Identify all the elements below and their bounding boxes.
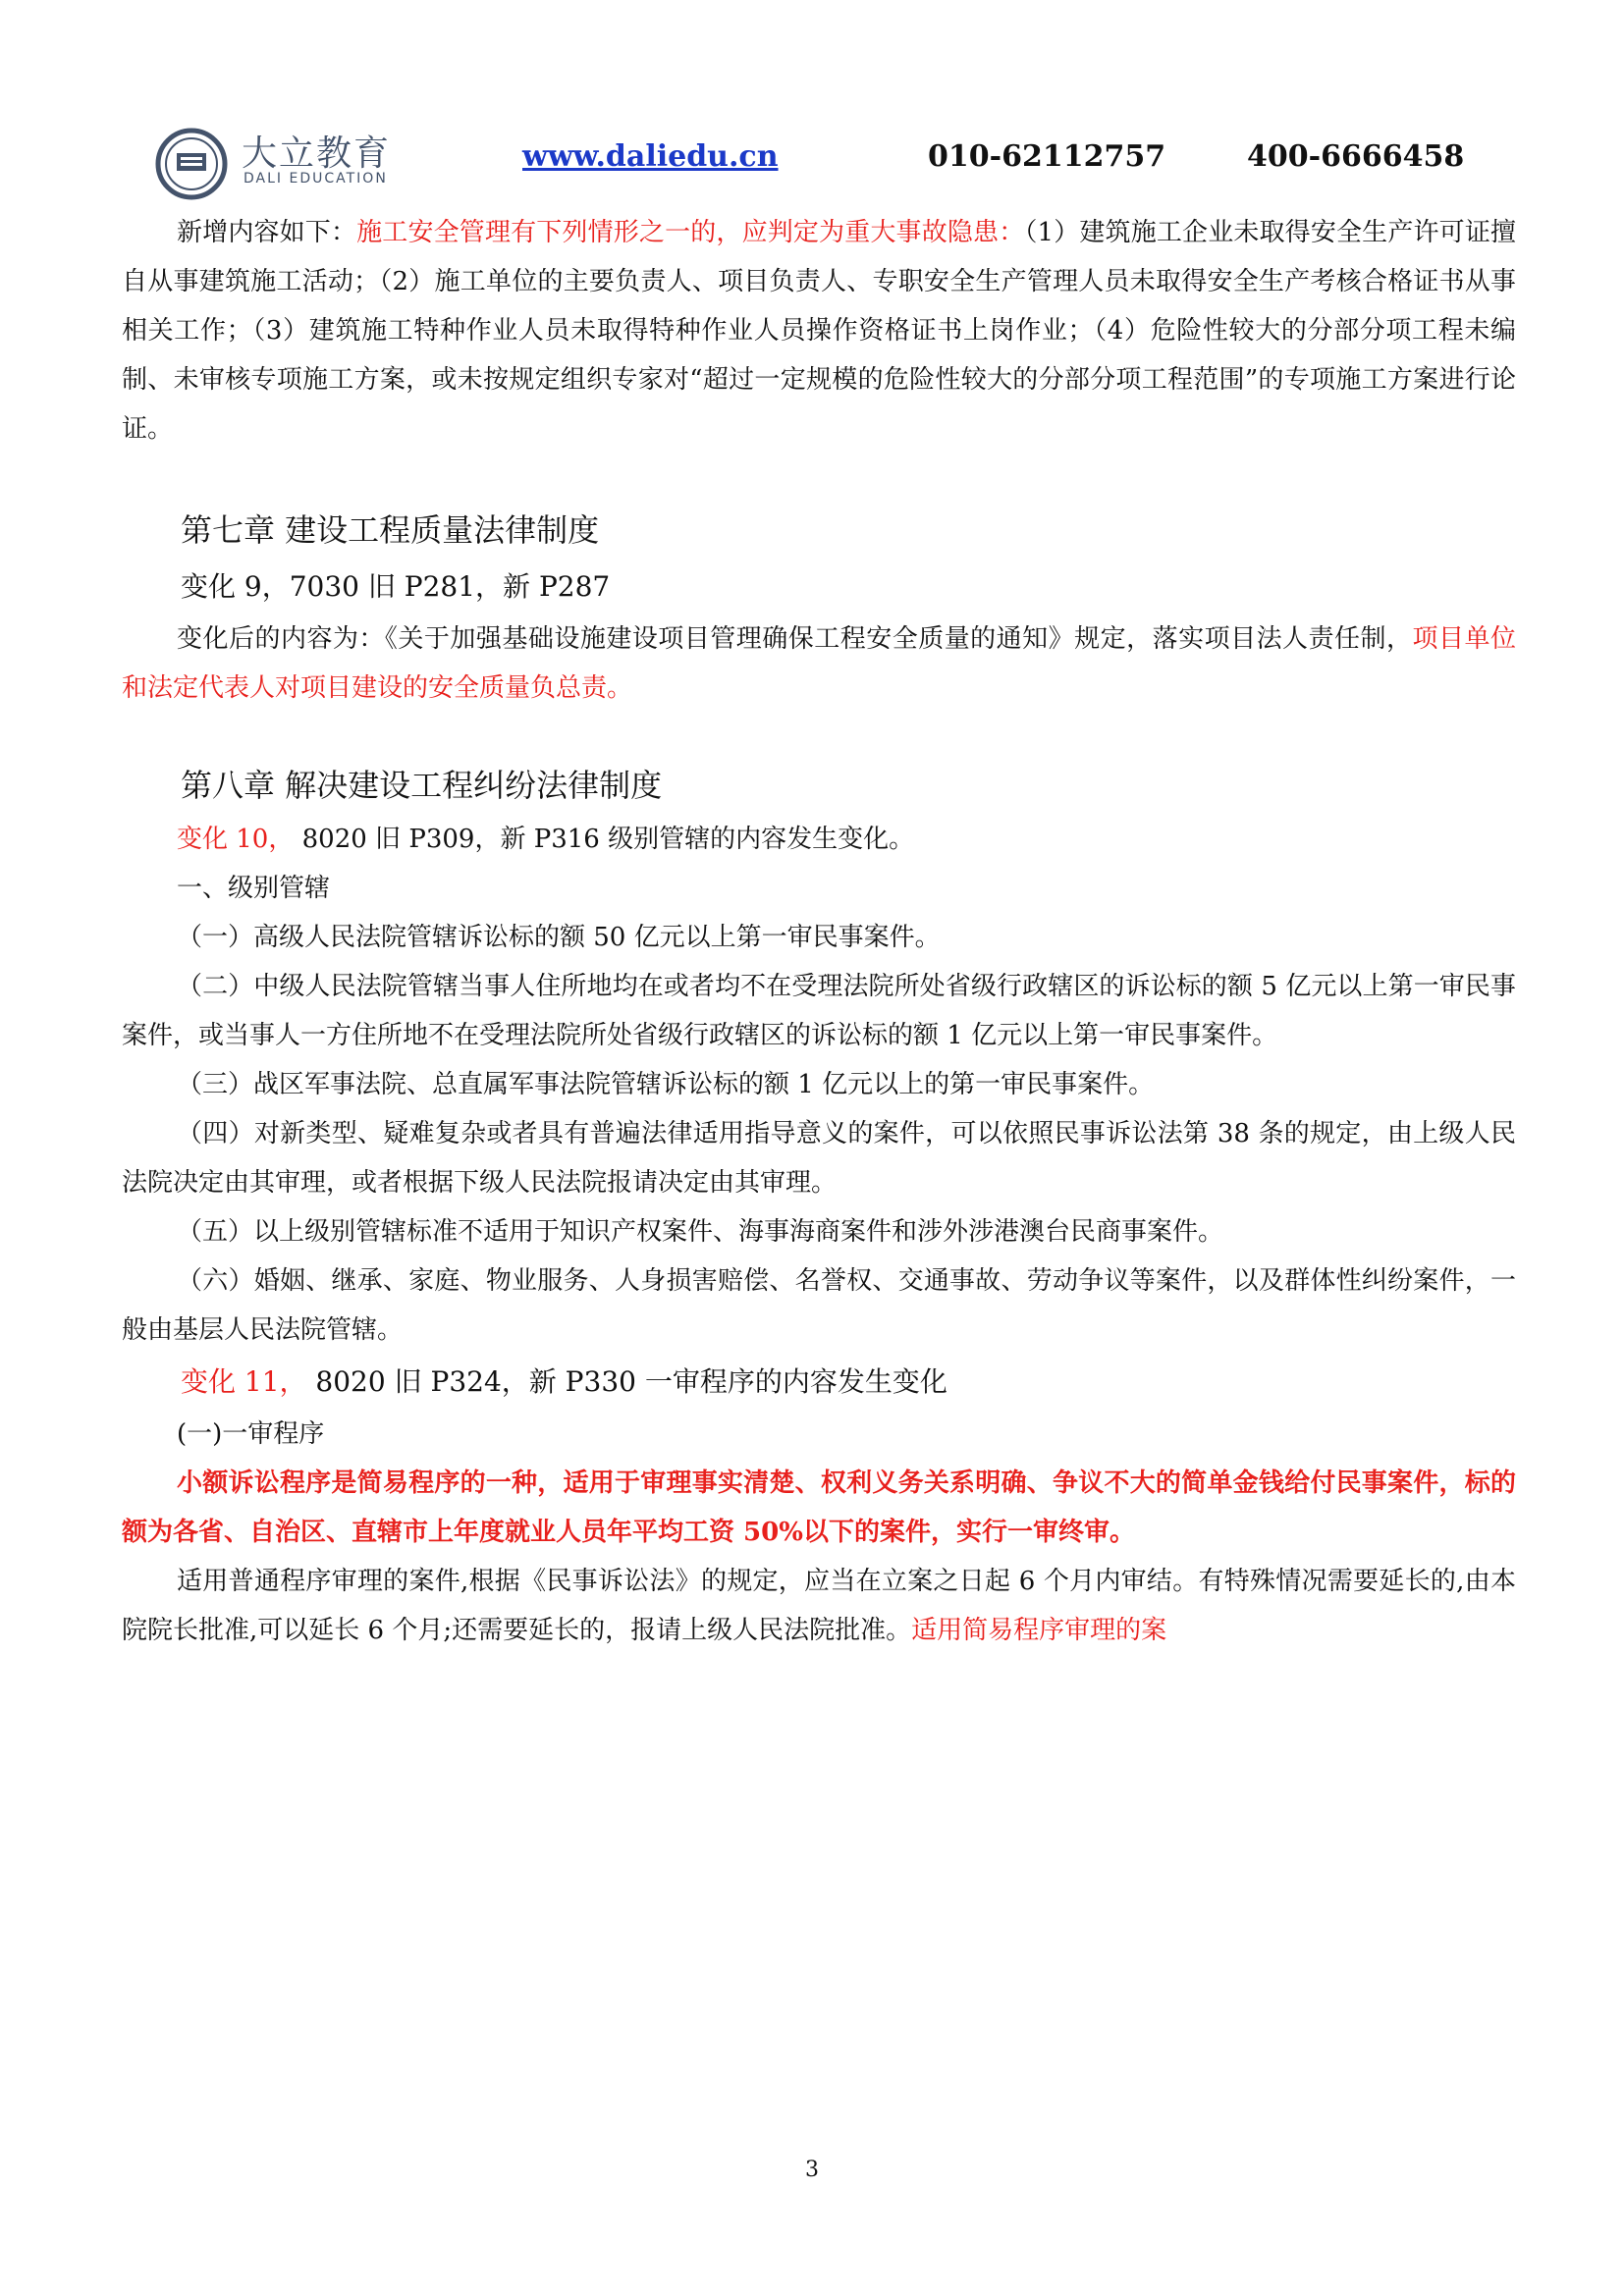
list-item: （二）中级人民法院管辖当事人住所地均在或者均不在受理法院所处省级行政辖区的诉讼标的额 5 亿元以上第一审民事案件，或当事人一方住所地不在受理法院所处省级行政辖区的诉讼标的额 1 亿元以上第一审民事案件。 [122,972,1516,1050]
chapter-8-heading: 第八章 解决建设工程纠纷法律制度 [181,767,663,804]
chapter-7-heading: 第七章 建设工程质量法律制度 [181,511,600,549]
page-content [122,208,1516,1655]
highlight-text: 项目单位和法定代表人对项目建设的安全质量负总责。 [122,624,1516,703]
dali-logo-icon [155,128,228,200]
procedure-paragraph: 适用普通程序审理的案件,根据《民事诉讼法》的规定，应当在立案之日起 6 个月内审结。有特殊情况需要延长的,由本院院长批准,可以延长 6 个月;还需要延长的，报请上级人民法院批准。适用简易程序审理的案 [122,1567,1516,1645]
section-heading-2: (一)一审程序 [177,1419,325,1449]
phone-number-2: 400-6666458 [1247,139,1465,174]
list-item: （一）高级人民法院管辖诉讼标的额 50 亿元以上第一审民事案件。 [177,923,941,952]
change-11-line: 变化 11， 8020 旧 P324，新 P330 一审程序的内容发生变化 [181,1365,947,1398]
brand-name-en: DALI EDUCATION [244,171,388,187]
change-9-line: 变化 9，7030 旧 P281，新 P287 [181,570,611,603]
highlight-text: 适用简易程序审理的案 [911,1616,1167,1645]
website-link[interactable]: www.daliedu.cn [522,139,779,174]
page-header [147,120,1502,208]
change-label: 变化 11， [181,1365,307,1398]
highlight-text: 施工安全管理有下列情形之一的，应判定为重大事故隐患： [356,218,1025,247]
brand-name-cn: 大立教育 [242,133,392,174]
new-content-paragraph: 新增内容如下：施工安全管理有下列情形之一的，应判定为重大事故隐患：（1）建筑施工企业未取得安全生产许可证擅自从事建筑施工活动；（2）施工单位的主要负责人、项目负责人、专职安全生产管理人员未取得安全生产考核合格证书从事相关工作；（3）建筑施工特种作业人员未取得特种作业人员操作资格证书上岗作业；（4）危险性较大的分部分项工程未编制、未审核专项施工方案，或未按规定组织专家对“超过一定规模的危险性较大的分部分项工程范围”的专项施工方案进行论证。 [122,218,1516,444]
list-item: （三）战区军事法院、总直属军事法院管辖诉讼标的额 1 亿元以上的第一审民事案件。 [177,1070,1155,1099]
page-number: 3 [805,2158,819,2182]
list-item: （五）以上级别管辖标准不适用于知识产权案件、海事海商案件和涉外涉港澳台民商事案件。 [177,1217,1224,1247]
change-label: 变化 10， [177,825,295,854]
change-10-line: 变化 10， 8020 旧 P309，新 P316 级别管辖的内容发生变化。 [177,825,915,854]
list-item: （六）婚姻、继承、家庭、物业服务、人身损害赔偿、名誉权、交通事故、劳动争议等案件，以及群体性纠纷案件，一般由基层人民法院管辖。 [122,1266,1516,1345]
phone-number-1: 010-62112757 [928,139,1166,174]
list-item: （四）对新类型、疑难复杂或者具有普遍法律适用指导意义的案件，可以依照民事诉讼法第 38 条的规定，由上级人民法院决定由其审理，或者根据下级人民法院报请决定由其审理。 [122,1119,1516,1198]
change-9-body: 变化后的内容为：《关于加强基础设施建设项目管理确保工程安全质量的通知》规定，落实项目法人责任制，项目单位和法定代表人对项目建设的安全质量负总责。 [122,624,1516,703]
small-claims-paragraph: 小额诉讼程序是简易程序的一种，适用于审理事实清楚、权利义务关系明确、争议不大的简单金钱给付民事案件，标的额为各省、自治区、直辖市上年度就业人员年平均工资 50%以下的案件，实行一审终审。 [122,1468,1516,1547]
section-heading: 一、级别管辖 [177,874,331,903]
